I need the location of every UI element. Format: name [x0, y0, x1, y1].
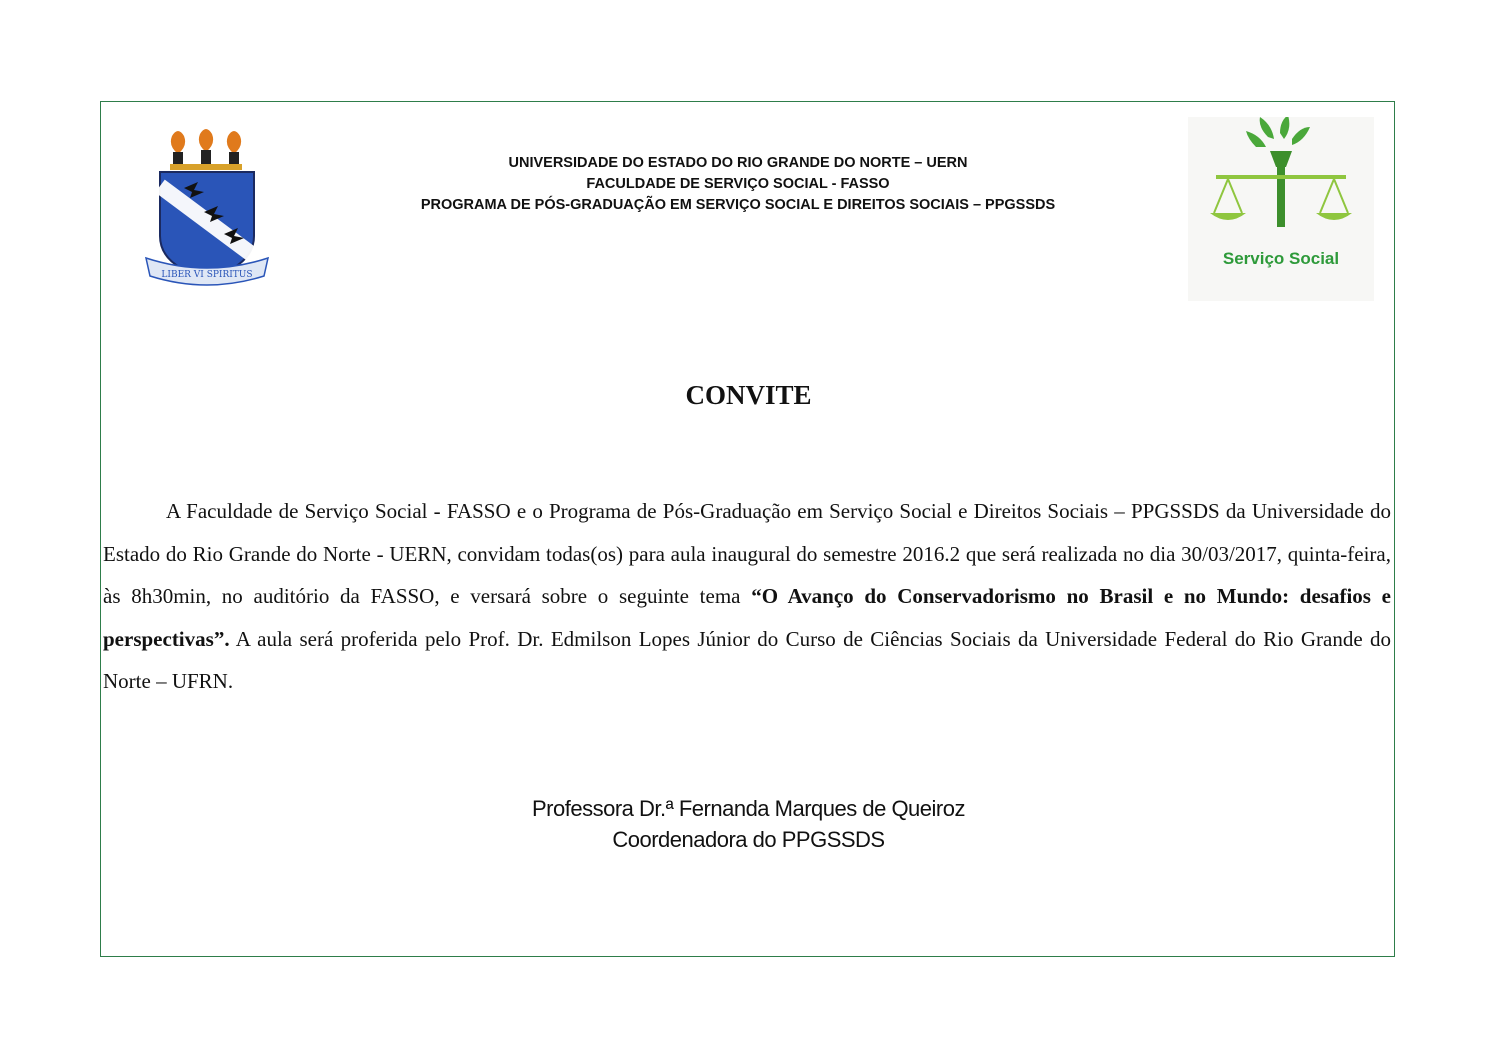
invitation-body: [103, 490, 1391, 703]
signature-role: Coordenadora do PPGSSDS: [612, 827, 885, 852]
servico-social-logo-label: Serviço Social: [1222, 249, 1340, 268]
signature-name: Professora Dr.ª Fernanda Marques de Queiroz: [532, 796, 965, 821]
uern-logo: [132, 126, 272, 296]
body-text-after: A aula será proferida pelo Prof. Dr. Edmilson Lopes Júnior do Curso de Ciências Sociais da Universidade Federal do Rio Grande do Norte – UFRN.: [103, 626, 1391, 693]
body-text-before: A Faculdade de Serviço Social - FASSO e o Programa de Pós-Graduação em Serviço Social e Direitos Sociais – PPGSSDS da Universidade do Estado do Rio Grande do Norte - UERN, convidam todas(os) para aula inaugural do semestre 2016.2 que será realizada no dia 30/03/2017, quinta-feira, às 8h30min, no auditório da FASSO, e versará sobre o seguinte tema: [103, 499, 1391, 608]
torches-icon: [170, 129, 242, 170]
invitation-paragraph: [103, 490, 1391, 703]
servico-social-logo: [1188, 117, 1374, 301]
header-faculty: FACULDADE DE SERVIÇO SOCIAL - FASSO: [586, 176, 890, 192]
uern-motto: LIBER VI SPIRITUS: [161, 270, 253, 280]
signature-block: [0, 793, 1497, 855]
header-program: PROGRAMA DE PÓS-GRADUAÇÃO EM SERVIÇO SOCIAL E DIREITOS SOCIAIS – PPGSSDS: [420, 197, 1056, 213]
institution-header: [300, 153, 1176, 216]
lecture-theme: “O Avanço do Conservadorismo no Brasil e no Mundo: desafios e perspectivas”.: [103, 584, 1391, 651]
servico-social-scales-torch-icon: [1188, 117, 1374, 247]
document-title: CONVITE: [685, 380, 812, 410]
header-university: UNIVERSIDADE DO ESTADO DO RIO GRANDE DO NORTE – UERN: [508, 155, 968, 171]
uern-coat-of-arms-icon: [132, 126, 272, 296]
